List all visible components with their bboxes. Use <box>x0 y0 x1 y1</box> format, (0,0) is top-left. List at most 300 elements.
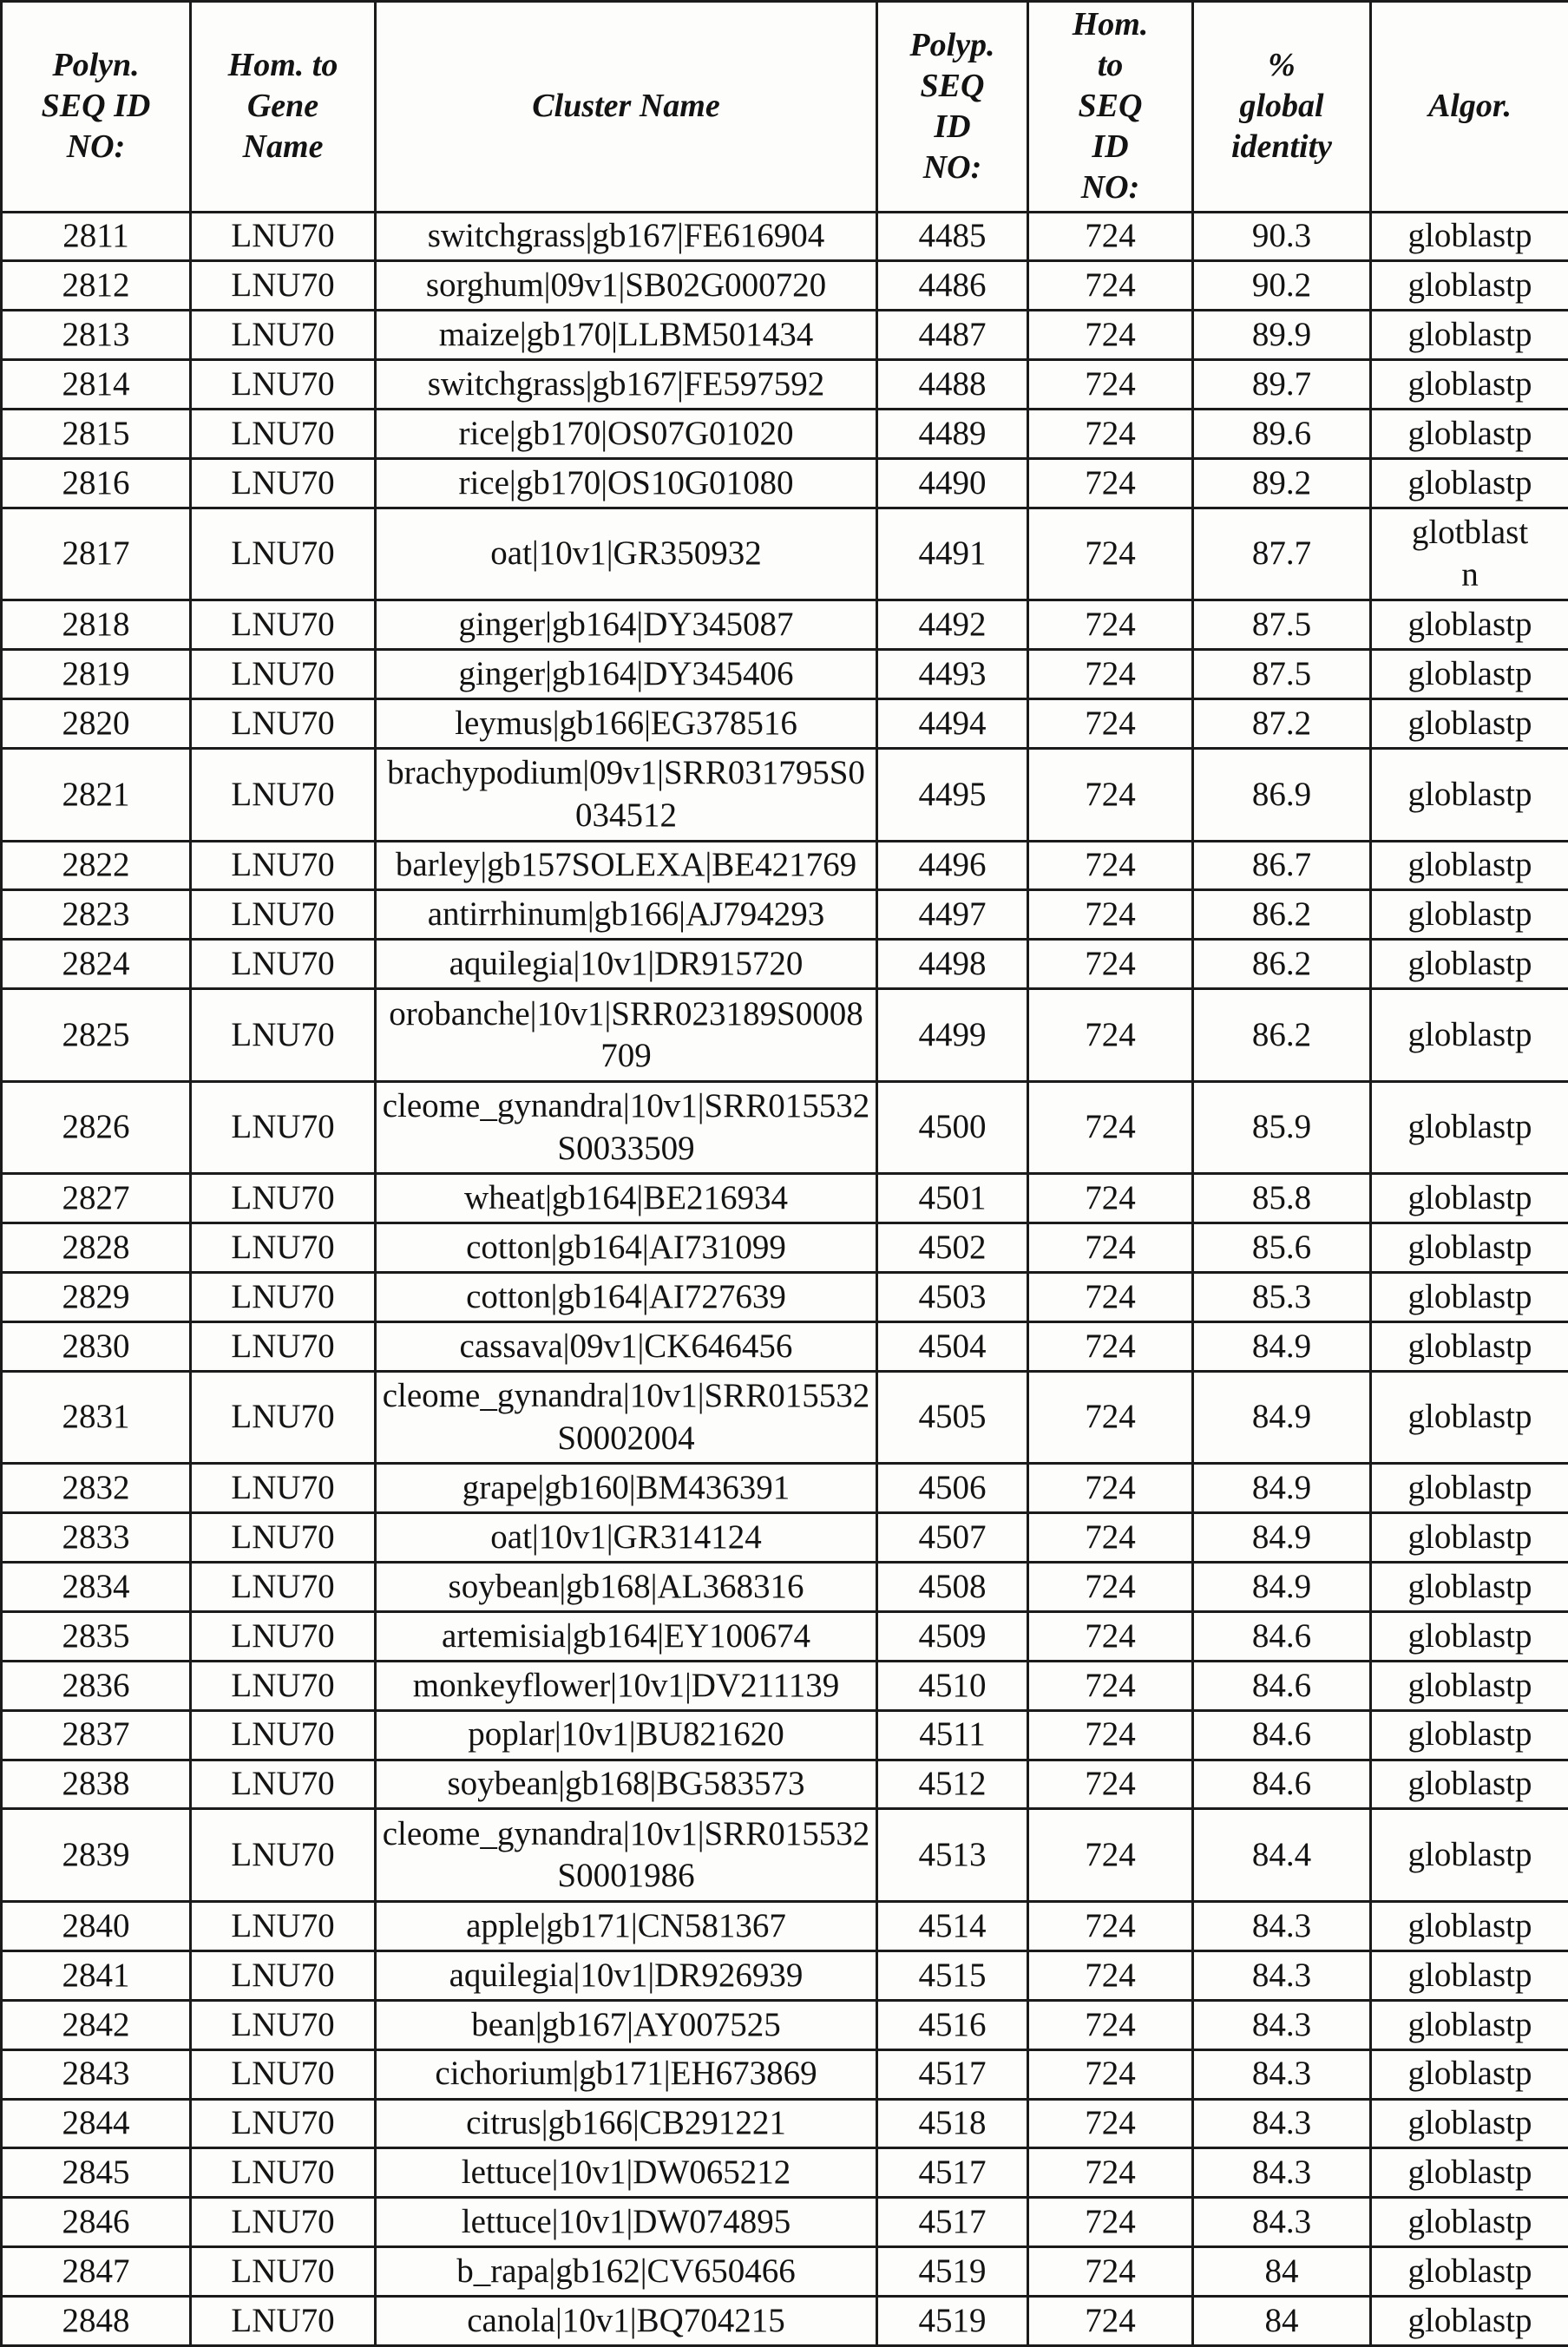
cell-polyn-seq-id: 2816 <box>2 458 191 508</box>
cell-cluster-name: aquilegia|10v1|DR915720 <box>376 940 877 989</box>
cell-algorithm: globlastp <box>1371 1563 1568 1612</box>
cell-polyp-seq-id: 4487 <box>877 311 1028 360</box>
cell-hom-to-seq-id: 724 <box>1028 458 1193 508</box>
table-header <box>2 2 1568 213</box>
cell-hom-to-seq-id: 724 <box>1028 1760 1193 1809</box>
cell-polyp-seq-id: 4517 <box>877 2198 1028 2247</box>
cell-hom-to-gene-name: LNU70 <box>191 212 376 261</box>
cell-algorithm: globlastp <box>1371 1081 1568 1174</box>
cell-hom-to-gene-name: LNU70 <box>191 2000 376 2049</box>
table-row <box>2 1223 1568 1273</box>
cell-algorithm: globlastp <box>1371 748 1568 841</box>
table-row <box>2 410 1568 459</box>
cell-algorithm: globlastp <box>1371 458 1568 508</box>
cell-hom-to-seq-id: 724 <box>1028 1273 1193 1322</box>
cell-polyp-seq-id: 4519 <box>877 2297 1028 2346</box>
table-row <box>2 841 1568 890</box>
cell-cluster-name: grape|gb160|BM436391 <box>376 1464 877 1513</box>
cell-algorithm: globlastp <box>1371 1760 1568 1809</box>
cell-hom-to-seq-id: 724 <box>1028 1174 1193 1223</box>
cell-hom-to-seq-id: 724 <box>1028 650 1193 699</box>
table-row <box>2 1513 1568 1563</box>
cell-hom-to-seq-id: 724 <box>1028 1809 1193 1902</box>
cell-cluster-name: apple|gb171|CN581367 <box>376 1902 877 1951</box>
cell-hom-to-gene-name: LNU70 <box>191 1174 376 1223</box>
cell-polyn-seq-id: 2819 <box>2 650 191 699</box>
cell-cluster-name: cassava|09v1|CK646456 <box>376 1321 877 1371</box>
table-row <box>2 1273 1568 1322</box>
cell-algorithm: globlastp <box>1371 1371 1568 1464</box>
cell-hom-to-gene-name: LNU70 <box>191 841 376 890</box>
cell-cluster-name: ginger|gb164|DY345406 <box>376 650 877 699</box>
cell-hom-to-seq-id: 724 <box>1028 311 1193 360</box>
cell-hom-to-seq-id: 724 <box>1028 1464 1193 1513</box>
cell-pct-global-identity: 85.9 <box>1193 1081 1371 1174</box>
cell-cluster-name: orobanche|10v1|SRR023189S0008709 <box>376 989 877 1082</box>
cell-polyp-seq-id: 4499 <box>877 989 1028 1082</box>
cell-pct-global-identity: 87.7 <box>1193 508 1371 600</box>
cell-polyp-seq-id: 4515 <box>877 1950 1028 2000</box>
cell-cluster-name: antirrhinum|gb166|AJ794293 <box>376 890 877 940</box>
cell-hom-to-seq-id: 724 <box>1028 2247 1193 2297</box>
cell-algorithm: globlastp <box>1371 650 1568 699</box>
table-row <box>2 1760 1568 1809</box>
cell-algorithm: globlastp <box>1371 1321 1568 1371</box>
cell-polyn-seq-id: 2825 <box>2 989 191 1082</box>
cell-polyp-seq-id: 4511 <box>877 1710 1028 1760</box>
cell-hom-to-gene-name: LNU70 <box>191 748 376 841</box>
cell-algorithm: globlastp <box>1371 360 1568 410</box>
cell-polyp-seq-id: 4501 <box>877 1174 1028 1223</box>
cell-hom-to-seq-id: 724 <box>1028 1513 1193 1563</box>
table-row <box>2 1809 1568 1902</box>
cell-polyn-seq-id: 2836 <box>2 1661 191 1710</box>
cell-hom-to-gene-name: LNU70 <box>191 2198 376 2247</box>
cell-hom-to-gene-name: LNU70 <box>191 1611 376 1661</box>
cell-algorithm: globlastp <box>1371 1611 1568 1661</box>
table-row <box>2 2297 1568 2346</box>
column-header-algorithm: Algor. <box>1371 2 1568 213</box>
cell-hom-to-gene-name: LNU70 <box>191 1371 376 1464</box>
cell-polyp-seq-id: 4516 <box>877 2000 1028 2049</box>
table-row <box>2 890 1568 940</box>
cell-hom-to-gene-name: LNU70 <box>191 600 376 650</box>
cell-hom-to-gene-name: LNU70 <box>191 2099 376 2148</box>
cell-cluster-name: artemisia|gb164|EY100674 <box>376 1611 877 1661</box>
cell-hom-to-gene-name: LNU70 <box>191 1513 376 1563</box>
cell-hom-to-seq-id: 724 <box>1028 410 1193 459</box>
cell-polyn-seq-id: 2838 <box>2 1760 191 1809</box>
table-row <box>2 1950 1568 2000</box>
cell-algorithm: globlastp <box>1371 1710 1568 1760</box>
cell-hom-to-seq-id: 724 <box>1028 600 1193 650</box>
cell-hom-to-seq-id: 724 <box>1028 699 1193 749</box>
cell-polyp-seq-id: 4502 <box>877 1223 1028 1273</box>
cell-pct-global-identity: 87.5 <box>1193 600 1371 650</box>
cell-pct-global-identity: 84 <box>1193 2247 1371 2297</box>
cell-algorithm: globlastp <box>1371 1809 1568 1902</box>
cell-pct-global-identity: 84.3 <box>1193 2148 1371 2198</box>
cell-algorithm: globlastp <box>1371 600 1568 650</box>
cell-pct-global-identity: 84.3 <box>1193 1950 1371 2000</box>
cell-algorithm: globlastp <box>1371 2297 1568 2346</box>
cell-hom-to-seq-id: 724 <box>1028 1081 1193 1174</box>
cell-polyp-seq-id: 4517 <box>877 2049 1028 2099</box>
cell-polyn-seq-id: 2830 <box>2 1321 191 1371</box>
cell-polyn-seq-id: 2847 <box>2 2247 191 2297</box>
cell-hom-to-gene-name: LNU70 <box>191 650 376 699</box>
cell-hom-to-gene-name: LNU70 <box>191 940 376 989</box>
table-row <box>2 2000 1568 2049</box>
cell-algorithm: globlastp <box>1371 311 1568 360</box>
cell-cluster-name: maize|gb170|LLBM501434 <box>376 311 877 360</box>
cell-hom-to-gene-name: LNU70 <box>191 1710 376 1760</box>
cell-hom-to-seq-id: 724 <box>1028 1611 1193 1661</box>
cell-hom-to-gene-name: LNU70 <box>191 458 376 508</box>
cell-cluster-name: wheat|gb164|BE216934 <box>376 1174 877 1223</box>
cell-pct-global-identity: 90.3 <box>1193 212 1371 261</box>
table-row <box>2 650 1568 699</box>
cell-hom-to-seq-id: 724 <box>1028 841 1193 890</box>
cell-hom-to-gene-name: LNU70 <box>191 360 376 410</box>
cell-polyn-seq-id: 2813 <box>2 311 191 360</box>
cell-hom-to-gene-name: LNU70 <box>191 311 376 360</box>
cell-cluster-name: b_rapa|gb162|CV650466 <box>376 2247 877 2297</box>
cell-hom-to-seq-id: 724 <box>1028 1710 1193 1760</box>
cell-polyn-seq-id: 2844 <box>2 2099 191 2148</box>
table-row <box>2 940 1568 989</box>
cell-algorithm: globlastp <box>1371 1950 1568 2000</box>
cell-polyn-seq-id: 2823 <box>2 890 191 940</box>
table-row <box>2 1661 1568 1710</box>
cell-polyn-seq-id: 2821 <box>2 748 191 841</box>
cell-hom-to-gene-name: LNU70 <box>191 989 376 1082</box>
cell-pct-global-identity: 84.9 <box>1193 1513 1371 1563</box>
cell-cluster-name: barley|gb157SOLEXA|BE421769 <box>376 841 877 890</box>
cell-polyp-seq-id: 4519 <box>877 2247 1028 2297</box>
cell-cluster-name: cleome_gynandra|10v1|SRR015532S0001986 <box>376 1809 877 1902</box>
table-row <box>2 1081 1568 1174</box>
cell-polyp-seq-id: 4485 <box>877 212 1028 261</box>
cell-polyn-seq-id: 2815 <box>2 410 191 459</box>
cell-polyn-seq-id: 2832 <box>2 1464 191 1513</box>
cell-cluster-name: cleome_gynandra|10v1|SRR015532S0002004 <box>376 1371 877 1464</box>
cell-polyp-seq-id: 4517 <box>877 2148 1028 2198</box>
cell-hom-to-seq-id: 724 <box>1028 1371 1193 1464</box>
cell-hom-to-seq-id: 724 <box>1028 1223 1193 1273</box>
cell-cluster-name: lettuce|10v1|DW074895 <box>376 2198 877 2247</box>
cell-polyp-seq-id: 4503 <box>877 1273 1028 1322</box>
table-row <box>2 2247 1568 2297</box>
cell-algorithm: globlastp <box>1371 2049 1568 2099</box>
cell-algorithm: globlastp <box>1371 1513 1568 1563</box>
cell-algorithm: globlastp <box>1371 2148 1568 2198</box>
cell-pct-global-identity: 85.6 <box>1193 1223 1371 1273</box>
cell-hom-to-gene-name: LNU70 <box>191 1809 376 1902</box>
cell-pct-global-identity: 89.2 <box>1193 458 1371 508</box>
cell-pct-global-identity: 84.6 <box>1193 1661 1371 1710</box>
cell-polyp-seq-id: 4513 <box>877 1809 1028 1902</box>
cell-algorithm: globlastp <box>1371 1464 1568 1513</box>
cell-cluster-name: aquilegia|10v1|DR926939 <box>376 1950 877 2000</box>
cell-hom-to-gene-name: LNU70 <box>191 1661 376 1710</box>
cell-polyn-seq-id: 2845 <box>2 2148 191 2198</box>
cell-hom-to-gene-name: LNU70 <box>191 1950 376 2000</box>
cell-hom-to-seq-id: 724 <box>1028 360 1193 410</box>
cell-cluster-name: oat|10v1|GR314124 <box>376 1513 877 1563</box>
cell-cluster-name: citrus|gb166|CB291221 <box>376 2099 877 2148</box>
cell-cluster-name: soybean|gb168|AL368316 <box>376 1563 877 1612</box>
table-row <box>2 212 1568 261</box>
cell-polyn-seq-id: 2818 <box>2 600 191 650</box>
table-body <box>2 212 1568 2345</box>
cell-hom-to-seq-id: 724 <box>1028 2099 1193 2148</box>
cell-pct-global-identity: 84.3 <box>1193 1902 1371 1951</box>
cell-polyn-seq-id: 2812 <box>2 261 191 311</box>
cell-polyp-seq-id: 4488 <box>877 360 1028 410</box>
cell-hom-to-gene-name: LNU70 <box>191 261 376 311</box>
cell-hom-to-seq-id: 724 <box>1028 1950 1193 2000</box>
table-row <box>2 1563 1568 1612</box>
cell-algorithm: globlastp <box>1371 1661 1568 1710</box>
cell-pct-global-identity: 84.3 <box>1193 2099 1371 2148</box>
cell-pct-global-identity: 84 <box>1193 2297 1371 2346</box>
cell-hom-to-seq-id: 724 <box>1028 212 1193 261</box>
cell-hom-to-seq-id: 724 <box>1028 508 1193 600</box>
table-row <box>2 311 1568 360</box>
column-header-cluster-name: Cluster Name <box>376 2 877 213</box>
cell-hom-to-gene-name: LNU70 <box>191 890 376 940</box>
cell-cluster-name: cotton|gb164|AI731099 <box>376 1223 877 1273</box>
cell-polyp-seq-id: 4494 <box>877 699 1028 749</box>
cell-pct-global-identity: 84.6 <box>1193 1760 1371 1809</box>
cell-hom-to-gene-name: LNU70 <box>191 2247 376 2297</box>
cell-polyp-seq-id: 4498 <box>877 940 1028 989</box>
cell-polyn-seq-id: 2848 <box>2 2297 191 2346</box>
cell-polyp-seq-id: 4492 <box>877 600 1028 650</box>
cell-hom-to-gene-name: LNU70 <box>191 1760 376 1809</box>
cell-polyp-seq-id: 4493 <box>877 650 1028 699</box>
cell-pct-global-identity: 84.6 <box>1193 1710 1371 1760</box>
cell-polyp-seq-id: 4507 <box>877 1513 1028 1563</box>
column-header-pct-global-identity: % global identity <box>1193 2 1371 213</box>
cell-hom-to-gene-name: LNU70 <box>191 699 376 749</box>
cell-algorithm: globlastp <box>1371 989 1568 1082</box>
table-row <box>2 1611 1568 1661</box>
cell-pct-global-identity: 84.9 <box>1193 1321 1371 1371</box>
table-row <box>2 1371 1568 1464</box>
cell-cluster-name: leymus|gb166|EG378516 <box>376 699 877 749</box>
cell-hom-to-seq-id: 724 <box>1028 1563 1193 1612</box>
cell-hom-to-gene-name: LNU70 <box>191 1321 376 1371</box>
cell-polyn-seq-id: 2834 <box>2 1563 191 1612</box>
cell-pct-global-identity: 87.5 <box>1193 650 1371 699</box>
cell-pct-global-identity: 84.3 <box>1193 2000 1371 2049</box>
table-row <box>2 508 1568 600</box>
cell-polyp-seq-id: 4490 <box>877 458 1028 508</box>
cell-algorithm: globlastp <box>1371 699 1568 749</box>
cell-pct-global-identity: 84.4 <box>1193 1809 1371 1902</box>
cell-hom-to-seq-id: 724 <box>1028 890 1193 940</box>
cell-pct-global-identity: 84.3 <box>1193 2198 1371 2247</box>
cell-polyn-seq-id: 2820 <box>2 699 191 749</box>
cell-algorithm: globlastp <box>1371 261 1568 311</box>
cell-cluster-name: switchgrass|gb167|FE597592 <box>376 360 877 410</box>
cell-algorithm: globlastp <box>1371 410 1568 459</box>
cell-polyp-seq-id: 4497 <box>877 890 1028 940</box>
cell-cluster-name: ginger|gb164|DY345087 <box>376 600 877 650</box>
table-row <box>2 1902 1568 1951</box>
table-row <box>2 458 1568 508</box>
cell-polyn-seq-id: 2831 <box>2 1371 191 1464</box>
cell-pct-global-identity: 84.9 <box>1193 1371 1371 1464</box>
table-row <box>2 360 1568 410</box>
column-header-polyp-seq-id: Polyp. SEQ ID NO: <box>877 2 1028 213</box>
cell-polyp-seq-id: 4500 <box>877 1081 1028 1174</box>
cell-cluster-name: lettuce|10v1|DW065212 <box>376 2148 877 2198</box>
cell-cluster-name: rice|gb170|OS10G01080 <box>376 458 877 508</box>
cell-polyn-seq-id: 2824 <box>2 940 191 989</box>
cell-polyp-seq-id: 4486 <box>877 261 1028 311</box>
cell-cluster-name: switchgrass|gb167|FE616904 <box>376 212 877 261</box>
cell-polyp-seq-id: 4495 <box>877 748 1028 841</box>
cell-hom-to-gene-name: LNU70 <box>191 2297 376 2346</box>
table-row <box>2 1321 1568 1371</box>
cell-polyn-seq-id: 2839 <box>2 1809 191 1902</box>
cell-polyp-seq-id: 4510 <box>877 1661 1028 1710</box>
table-row <box>2 2099 1568 2148</box>
cell-polyn-seq-id: 2817 <box>2 508 191 600</box>
cell-hom-to-gene-name: LNU70 <box>191 2148 376 2198</box>
cell-pct-global-identity: 89.9 <box>1193 311 1371 360</box>
header-row <box>2 2 1568 213</box>
cell-cluster-name: cleome_gynandra|10v1|SRR015532S0033509 <box>376 1081 877 1174</box>
cell-algorithm: globlastp <box>1371 1273 1568 1322</box>
cell-hom-to-seq-id: 724 <box>1028 2000 1193 2049</box>
column-header-polyn-seq-id: Polyn. SEQ ID NO: <box>2 2 191 213</box>
cell-hom-to-seq-id: 724 <box>1028 748 1193 841</box>
cell-hom-to-gene-name: LNU70 <box>191 410 376 459</box>
cell-algorithm: globlastp <box>1371 212 1568 261</box>
cell-polyp-seq-id: 4496 <box>877 841 1028 890</box>
table-row <box>2 1710 1568 1760</box>
cell-hom-to-seq-id: 724 <box>1028 940 1193 989</box>
cell-pct-global-identity: 86.7 <box>1193 841 1371 890</box>
cell-algorithm: globlastp <box>1371 2000 1568 2049</box>
cell-algorithm: globlastp <box>1371 890 1568 940</box>
cell-algorithm: globlastp <box>1371 2198 1568 2247</box>
cell-polyn-seq-id: 2826 <box>2 1081 191 1174</box>
cell-algorithm: globlastp <box>1371 2099 1568 2148</box>
cell-hom-to-seq-id: 724 <box>1028 1321 1193 1371</box>
cell-cluster-name: brachypodium|09v1|SRR031795S0034512 <box>376 748 877 841</box>
cell-hom-to-seq-id: 724 <box>1028 261 1193 311</box>
cell-cluster-name: bean|gb167|AY007525 <box>376 2000 877 2049</box>
cell-pct-global-identity: 85.8 <box>1193 1174 1371 1223</box>
cell-polyp-seq-id: 4518 <box>877 2099 1028 2148</box>
cell-cluster-name: cotton|gb164|AI727639 <box>376 1273 877 1322</box>
cell-pct-global-identity: 86.2 <box>1193 890 1371 940</box>
cell-hom-to-gene-name: LNU70 <box>191 1273 376 1322</box>
table-row <box>2 2198 1568 2247</box>
cell-pct-global-identity: 84.6 <box>1193 1611 1371 1661</box>
cell-cluster-name: soybean|gb168|BG583573 <box>376 1760 877 1809</box>
cell-pct-global-identity: 84.3 <box>1193 2049 1371 2099</box>
cell-algorithm: globlastp <box>1371 1223 1568 1273</box>
cell-pct-global-identity: 87.2 <box>1193 699 1371 749</box>
cell-cluster-name: cichorium|gb171|EH673869 <box>376 2049 877 2099</box>
cell-polyn-seq-id: 2829 <box>2 1273 191 1322</box>
table-row <box>2 2148 1568 2198</box>
cell-polyp-seq-id: 4514 <box>877 1902 1028 1951</box>
cell-hom-to-seq-id: 724 <box>1028 1661 1193 1710</box>
cell-cluster-name: sorghum|09v1|SB02G000720 <box>376 261 877 311</box>
cell-polyp-seq-id: 4509 <box>877 1611 1028 1661</box>
cell-algorithm: globlastp <box>1371 2247 1568 2297</box>
cell-hom-to-seq-id: 724 <box>1028 2049 1193 2099</box>
column-header-hom-to-seq-id: Hom. to SEQ ID NO: <box>1028 2 1193 213</box>
cell-polyp-seq-id: 4489 <box>877 410 1028 459</box>
cell-pct-global-identity: 86.2 <box>1193 989 1371 1082</box>
cell-polyn-seq-id: 2846 <box>2 2198 191 2247</box>
cell-pct-global-identity: 84.9 <box>1193 1563 1371 1612</box>
cell-hom-to-seq-id: 724 <box>1028 2198 1193 2247</box>
cell-algorithm: globlastp <box>1371 940 1568 989</box>
cell-polyp-seq-id: 4508 <box>877 1563 1028 1612</box>
table-row <box>2 989 1568 1082</box>
cell-hom-to-gene-name: LNU70 <box>191 1902 376 1951</box>
cell-polyp-seq-id: 4505 <box>877 1371 1028 1464</box>
cell-hom-to-gene-name: LNU70 <box>191 1464 376 1513</box>
cell-pct-global-identity: 85.3 <box>1193 1273 1371 1322</box>
cell-polyp-seq-id: 4506 <box>877 1464 1028 1513</box>
cell-algorithm: globlastp <box>1371 1174 1568 1223</box>
cell-cluster-name: monkeyflower|10v1|DV211139 <box>376 1661 877 1710</box>
cell-cluster-name: rice|gb170|OS07G01020 <box>376 410 877 459</box>
cell-pct-global-identity: 86.2 <box>1193 940 1371 989</box>
table-row <box>2 600 1568 650</box>
cell-polyn-seq-id: 2843 <box>2 2049 191 2099</box>
cell-hom-to-seq-id: 724 <box>1028 1902 1193 1951</box>
table-row <box>2 699 1568 749</box>
column-header-hom-to-gene-name: Hom. to Gene Name <box>191 2 376 213</box>
cell-hom-to-gene-name: LNU70 <box>191 508 376 600</box>
cell-polyn-seq-id: 2833 <box>2 1513 191 1563</box>
cell-hom-to-seq-id: 724 <box>1028 2148 1193 2198</box>
cell-polyn-seq-id: 2835 <box>2 1611 191 1661</box>
cell-polyn-seq-id: 2841 <box>2 1950 191 2000</box>
table-row <box>2 261 1568 311</box>
cell-polyp-seq-id: 4512 <box>877 1760 1028 1809</box>
cell-pct-global-identity: 86.9 <box>1193 748 1371 841</box>
cell-cluster-name: oat|10v1|GR350932 <box>376 508 877 600</box>
cell-polyn-seq-id: 2828 <box>2 1223 191 1273</box>
table-row <box>2 748 1568 841</box>
cell-pct-global-identity: 84.9 <box>1193 1464 1371 1513</box>
cell-cluster-name: canola|10v1|BQ704215 <box>376 2297 877 2346</box>
cell-algorithm: globlastp <box>1371 1902 1568 1951</box>
cell-polyn-seq-id: 2842 <box>2 2000 191 2049</box>
cell-pct-global-identity: 89.7 <box>1193 360 1371 410</box>
cell-polyn-seq-id: 2840 <box>2 1902 191 1951</box>
cell-hom-to-gene-name: LNU70 <box>191 1563 376 1612</box>
cell-algorithm: globlastp <box>1371 841 1568 890</box>
cell-polyn-seq-id: 2837 <box>2 1710 191 1760</box>
cell-hom-to-gene-name: LNU70 <box>191 1223 376 1273</box>
cell-hom-to-gene-name: LNU70 <box>191 2049 376 2099</box>
cell-hom-to-gene-name: LNU70 <box>191 1081 376 1174</box>
cell-polyn-seq-id: 2822 <box>2 841 191 890</box>
